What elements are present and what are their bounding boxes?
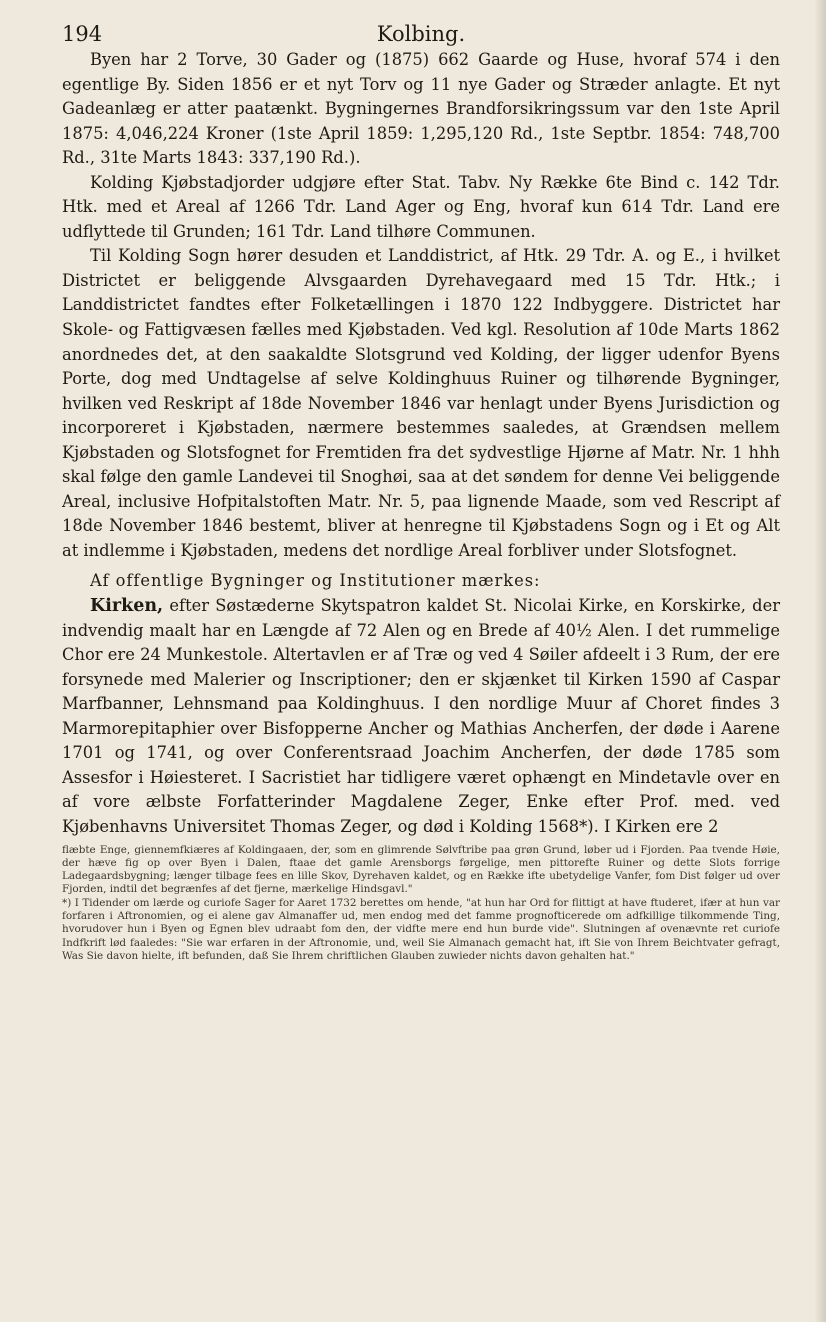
page-number: 194 (62, 22, 103, 46)
church-heading: Kirken, (90, 596, 164, 617)
running-title: Kolbing. (376, 22, 466, 46)
public-buildings-lead: Af offentlige Bygninger og Institutioner mærkes: (90, 571, 541, 591)
paragraph-town-lands: Kolding Kjøbstadjorder udgjøre efter Stat. Tabv. Ny Række 6te Bind c. 142 Tdr. Htk. med et Areal af 1266 Tdr. Land Ager og Eng, hvoraf kun 614 Tdr. Land ere udflyttede til Grunden; 161 Tdr. Land tilhøre Communen. (62, 172, 780, 241)
book-page (62, 18, 780, 963)
body-text (62, 48, 780, 840)
page-header (62, 18, 780, 48)
footnote-continued: flæbte Enge, giennemfkiæres af Koldingaaen, der, som en glimrende Sølvftribe paa grøn Grund, løber ud i Fjorden. Paa tvende Høie, der hæve fig op over Byen i Dalen, ftaae det gamle Arensborgs førgelige, men pittorefte Ruiner og dette Slots forrige Ladegaardsbygning; længer tilbage fees en lille Skov, Dyrehaven kaldet, og en Række ifte ubetydelige Vanfer, fom Dist følger ud over Fjorden, indtil det begrænfes af det fjerne, mærkelige Hindsgavl." (62, 843, 780, 896)
footnotes (62, 844, 780, 964)
footnote-star: *) I Tidender om lærde og curiofe Sager for Aaret 1732 berettes om hende, "at hun har Ord for flittigt at have ftuderet, ifær at hun var forfaren i Aftronomien, og ei alene gav Almanaffer ud, men endog med det famme prognofticerede om adfkillige tilkommende Ting, hvorudover hun i Byen og Egnen blev udraabt fom den, der vidfte mere end hun burde vide". Slutningen af ovenævnte ret curiofe Indfkrift lød faaledes: "Sie war erfaren in der Aftronomie, und, weil Sie Almanach gemacht hat, ift Sie von Ihrem Beichtvater gefragt, Was Sie davon hielte, ift befunden, daß Sie Ihrem chriftlichen Glauben zuwieder nichts davon gehalten hat." (62, 896, 780, 962)
page-edge-shadow (814, 0, 826, 1322)
paragraph-public-buildings (62, 569, 780, 594)
paragraph-church (62, 594, 780, 839)
church-description: efter Søstæderne Skytspatron kaldet St. Nicolai Kirke, en Korskirke, der indvendig maalt har en Længde af 72 Alen og en Brede af 40½ Alen. I det rummelige Chor ere 24 Munkestole. Altertavlen er af Træ og ved 4 Søiler afdeelt i 3 Rum, der ere forsynede med Malerier og Inscriptioner; den er skjænket til Kirken 1590 af Caspar Marfbanner, Lehnsmand paa Koldinghuus. I den nordlige Muur af Choret findes 3 Marmorepitaphier over Bisfopperne Ancher og Mathias Ancherfen, der døde i Aarene 1701 og 1741, og over Conferentsraad Joachim Ancherfen, der døde 1785 som Assesfor i Høiesteret. I Sacristiet har tidligere været ophængt en Mindetavle over en af vore ælbste Forfatterinder Magdalene Zeger, Enke efter Prof. med. ved Kjøbenhavns Universitet Thomas Zeger, og død i Kolding 1568*). I Kirken ere 2 (62, 596, 780, 836)
paragraph-houses: Byen har 2 Torve, 30 Gader og (1875) 662 Gaarde og Huse, hvoraf 574 i den egentlige By. Siden 1856 er et nyt Torv og 11 nye Gader og Stræder anlagte. Et nyt Gadeanlæg er atter paatænkt. Bygningernes Brandforsikringssum var den 1ste April 1875: 4,046,224 Kroner (1ste April 1859: 1,295,120 Rd., 1ste Septbr. 1854: 748,700 Rd., 31te Marts 1843: 337,190 Rd.). (62, 50, 780, 168)
paragraph-rural-district: Til Kolding Sogn hører desuden et Landdistrict, af Htk. 29 Tdr. A. og E., i hvilket Districtet er beliggende Alvsgaarden Dyrehavegaard med 15 Tdr. Htk.; i Landdistrictet fandtes efter Folketællingen i 1870 122 Indbyggere. Districtet har Skole- og Fattigvæsen fælles med Kjøbstaden. Ved kgl. Resolution af 10de Marts 1862 anordnedes det, at den saakaldte Slotsgrund ved Kolding, der ligger udenfor Byens Porte, dog med Undtagelse af selve Koldinghuus Ruiner og tilhørende Bygninger, hvilken ved Reskript af 18de November 1846 var henlagt under Byens Jurisdiction og incorporeret i Kjøbstaden, nærmere bestemmes saaledes, at Grændsen mellem Kjøbstaden og Slotsfognet for Fremtiden fra det sydvestlige Hjørne af Matr. Nr. 1 hhh skal følge den gamle Landevei til Snoghøi, saa at det søndem for denne Vei beliggende Areal, inclusive Hofpitalstoften Matr. Nr. 5, paa lignende Maade, som ved Rescript af 18de November 1846 bestemt, bliver at henregne til Kjøbstadens Sogn og i Et og Alt at indlemme i Kjøbstaden, medens det nordlige Areal forbliver under Slotsfognet. (62, 246, 780, 560)
